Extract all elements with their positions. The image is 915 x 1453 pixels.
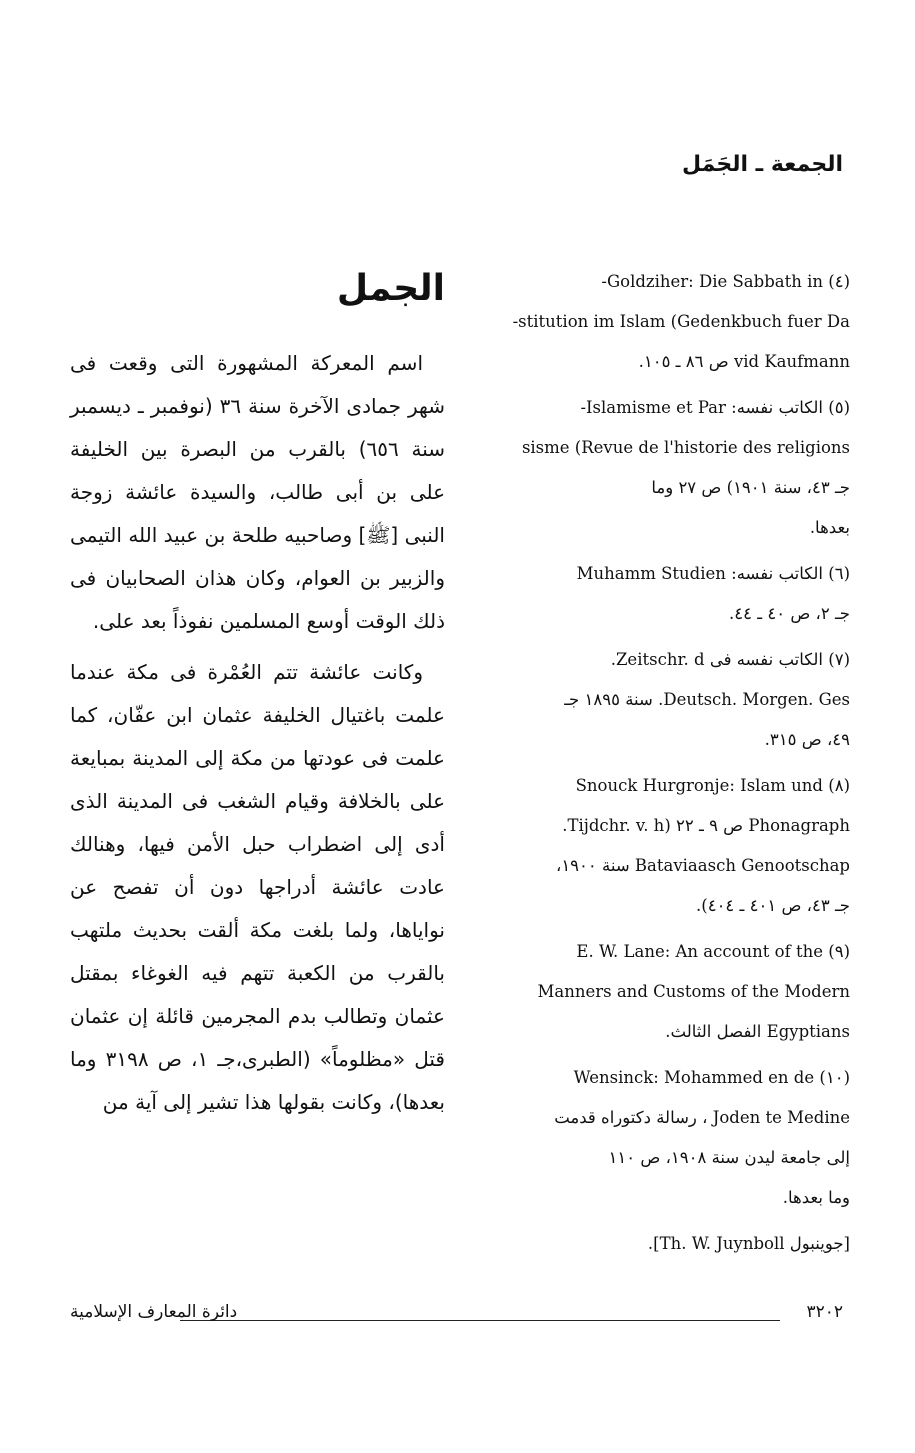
page-number: ٣٢٠٢	[806, 1302, 843, 1322]
note-line: (٩) E. W. Lane: An account of the	[576, 942, 850, 961]
note-6	[495, 554, 850, 634]
note-line: وما بعدها.	[782, 1188, 850, 1207]
author-signature	[495, 1224, 850, 1264]
notes-column	[495, 262, 850, 1270]
note-line: إلى جامعة ليدن سنة ١٩٠٨، ص ١١٠	[608, 1148, 850, 1167]
note-8	[495, 766, 850, 926]
note-line: Phonagraph ص ٩ ـ ٢٢ (Tijdchr. v. h.	[562, 816, 850, 835]
footer-publication: دائرة المعارف الإسلامية	[70, 1302, 238, 1322]
note-line: Deutsch. Morgen. Ges. سنة ١٨٩٥ جـ	[564, 690, 850, 709]
article-paragraph-1: اسم المعركة المشهورة التى وقعت فى شهر جمادى الآخرة سنة ٣٦ (نوفمبر ـ ديسمبر سنة ٦٥٦) بالقرب من البصرة بين الخليفة على بن أبى طالب، والسيدة عائشة زوجة النبى [ﷺ] وصاحبيه طلحة بن عبيد الله التيمى والزبير بن العوام، وكان هذان الصحابيان فى ذلك الوقت أوسع المسلمين نفوذاً بعد على.	[70, 351, 446, 633]
article-paragraph-2: وكانت عائشة تتم العُمْرة فى مكة عندما علمت باغتيال الخليفة عثمان ابن عفّان، كما علمت فى عودتها من مكة إلى المدينة بمبايعة على بالخلافة وقيام الشغب فى المدينة الذى أدى إلى اضطراب حبل الأمن فيها، وهنالك عادت عائشة أدراجها دون أن تفصح عن نواياها، ولما بلغت مكة ألقت بحديث ملتهب بالقرب من الكعبة تتهم فيه الغوغاء بمقتل عثمان وتطالب بدم المجرمين قائلة إن عثمان قتل «مظلوماً» (الطبرى،جـ ١، ص ٣١٩٨ وما بعدها)، وكانت بقولها هذا تشير إلى آية من	[70, 660, 445, 1114]
note-7	[495, 640, 850, 760]
note-line: (٨) Snouck Hurgronje: Islam und	[575, 776, 850, 795]
note-line: Egyptians الفصل الثالث.	[665, 1022, 850, 1041]
note-line: (٦) الكاتب نفسه: Muhamm Studien	[576, 564, 850, 583]
note-line: جـ ٢، ص ٤٠ ـ ٤٤.	[729, 604, 850, 623]
article-column	[70, 258, 445, 1132]
note-4	[495, 262, 850, 382]
note-9	[495, 932, 850, 1052]
note-line: ٤٩، ص ٣١٥.	[764, 730, 850, 749]
note-10	[495, 1058, 850, 1218]
note-line: Manners and Customs of the Modern	[537, 982, 850, 1001]
signature-text: [جوينبول Th. W. Juynboll].	[647, 1234, 850, 1253]
note-line: جـ ٤٣، سنة ١٩٠١) ص ٢٧ وما	[651, 478, 850, 497]
note-line: stitution im Islam (Gedenkbuch fuer Da-	[512, 312, 850, 331]
note-line: (٥) الكاتب نفسه: Islamisme et Par-	[580, 398, 850, 417]
note-line: (٧) الكاتب نفسه فى Zeitschr. d.	[610, 650, 850, 669]
note-line: sisme (Revue de l'historie des religions	[521, 438, 850, 457]
note-line: جـ ٤٣، ص ٤٠١ ـ ٤٠٤).	[696, 896, 850, 915]
note-5	[495, 388, 850, 548]
note-line: (٤) Goldziher: Die Sabbath in-	[601, 272, 850, 291]
note-line: Bataviaasch Genootschap سنة ١٩٠٠،	[555, 856, 850, 875]
running-head: الجمعة ـ الجَمَل	[681, 152, 843, 177]
note-line: vid Kaufmann ص ٨٦ ـ ١٠٥.	[638, 352, 850, 371]
article-title: الجمل	[336, 268, 445, 309]
note-line: بعدها.	[809, 518, 850, 537]
footer-rule	[180, 1320, 780, 1321]
note-line: Joden te Medine ، رسالة دكتوراه قدمت	[554, 1108, 850, 1127]
note-line: (١٠) Wensinck: Mohammed en de	[573, 1068, 850, 1087]
